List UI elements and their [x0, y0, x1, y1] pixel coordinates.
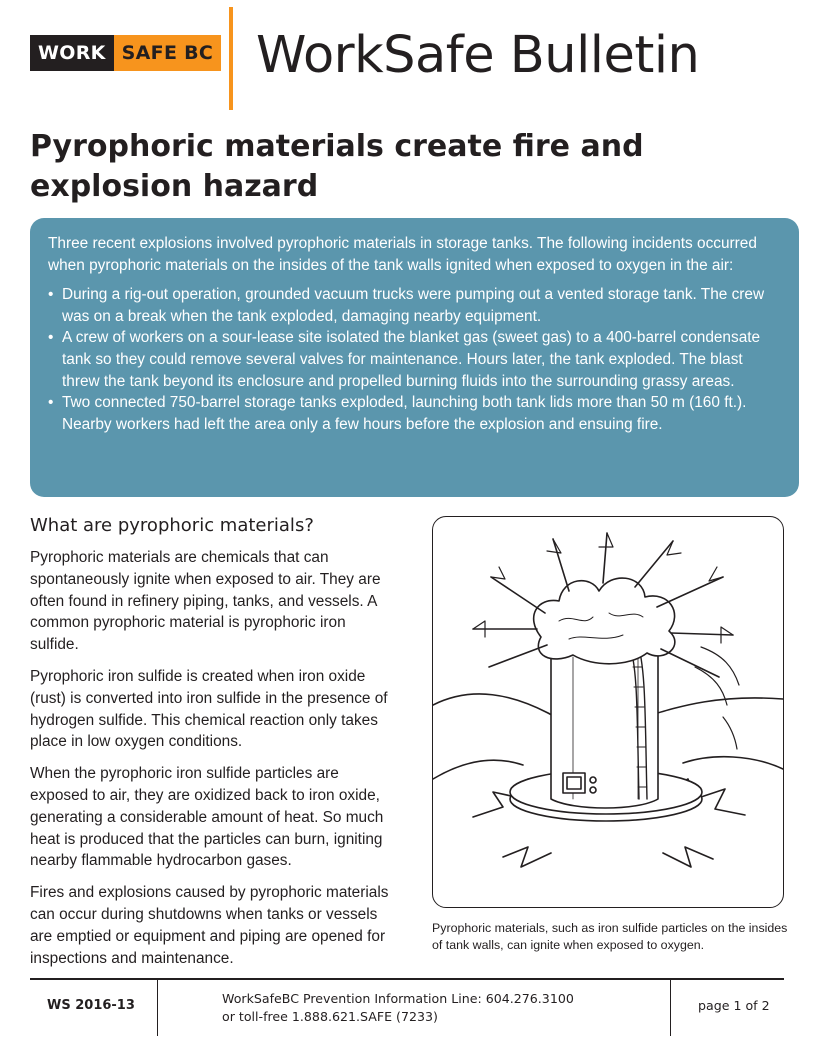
page-number: page 1 of 2	[698, 998, 770, 1013]
bulletin-title: WorkSafe Bulletin	[256, 26, 700, 85]
section-heading: What are pyrophoric materials?	[30, 515, 314, 536]
worksafebc-logo	[30, 35, 221, 71]
footer-divider	[670, 980, 671, 1036]
tank-explosion-illustration	[433, 517, 783, 907]
info-line-phone: WorkSafeBC Prevention Information Line: 604.276.3100	[222, 991, 574, 1006]
incident-list	[48, 284, 779, 435]
figure-caption: Pyrophoric materials, such as iron sulfide particles on the insides of tank walls, can ignite when exposed to oxygen.	[432, 921, 788, 952]
prevention-info-line	[222, 990, 662, 1026]
incident-item: • Two connected 750-barrel storage tanks exploded, launching both tank lids more than 50 m (160 ft.). Nearby workers had left the area only a few hours before the explosion and ensuing fire.	[48, 392, 779, 435]
header-divider	[229, 7, 233, 110]
body-paragraph: When the pyrophoric iron sulfide particles are exposed to air, they are oxidized back to iron oxide, generating a considerable amount of heat. So much heat is produced that the particles can burn, igniting nearby flammable hydrocarbon gases.	[30, 765, 384, 870]
body-paragraph: Pyrophoric iron sulfide is created when iron oxide (rust) is converted into iron sulfide in the presence of hydrogen sulfide. This chemical reaction only takes place in low oxygen conditions.	[30, 667, 388, 751]
tank-explosion-figure	[432, 516, 784, 908]
incident-item: • During a rig-out operation, grounded vacuum trucks were pumping out a vented storage tank. The crew was on a break when the tank exploded, damaging nearby equipment.	[48, 284, 779, 327]
incident-summary-box	[30, 218, 799, 497]
body-paragraph: Pyrophoric materials are chemicals that can spontaneously ignite when exposed to air. They are often found in refinery piping, tanks, and vessels. A common pyrophoric material is pyrophoric iron sulfide.	[30, 549, 381, 654]
incident-item: • A crew of workers on a sour-lease site isolated the blanket gas (sweet gas) to a 400-barrel condensate tank so they could remove several valves for maintenance. Hours later, the tank exploded. The blast threw the tank beyond its enclosure and propelled burning fluids into the surrounding grassy areas.	[48, 327, 779, 392]
logo-safebc-text: SAFE BC	[114, 35, 222, 71]
page-title: Pyrophoric materials create fire and explosion hazard	[30, 129, 644, 204]
bulletin-code: WS 2016-13	[47, 998, 135, 1013]
footer-divider	[157, 980, 158, 1036]
logo-work-text: WORK	[30, 35, 114, 71]
body-text-column	[30, 547, 392, 979]
body-paragraph: Fires and explosions caused by pyrophoric materials can occur during shutdowns when tanks or vessels are emptied or equipment and piping are opened for inspections and maintenance.	[30, 884, 389, 967]
info-line-tollfree: or toll-free 1.888.621.SAFE (7233)	[222, 1009, 438, 1024]
summary-intro: Three recent explosions involved pyrophoric materials in storage tanks. The following incidents occurred when pyrophoric materials on the insides of the tank walls ignited when exposed to oxygen in the air:	[48, 235, 757, 274]
